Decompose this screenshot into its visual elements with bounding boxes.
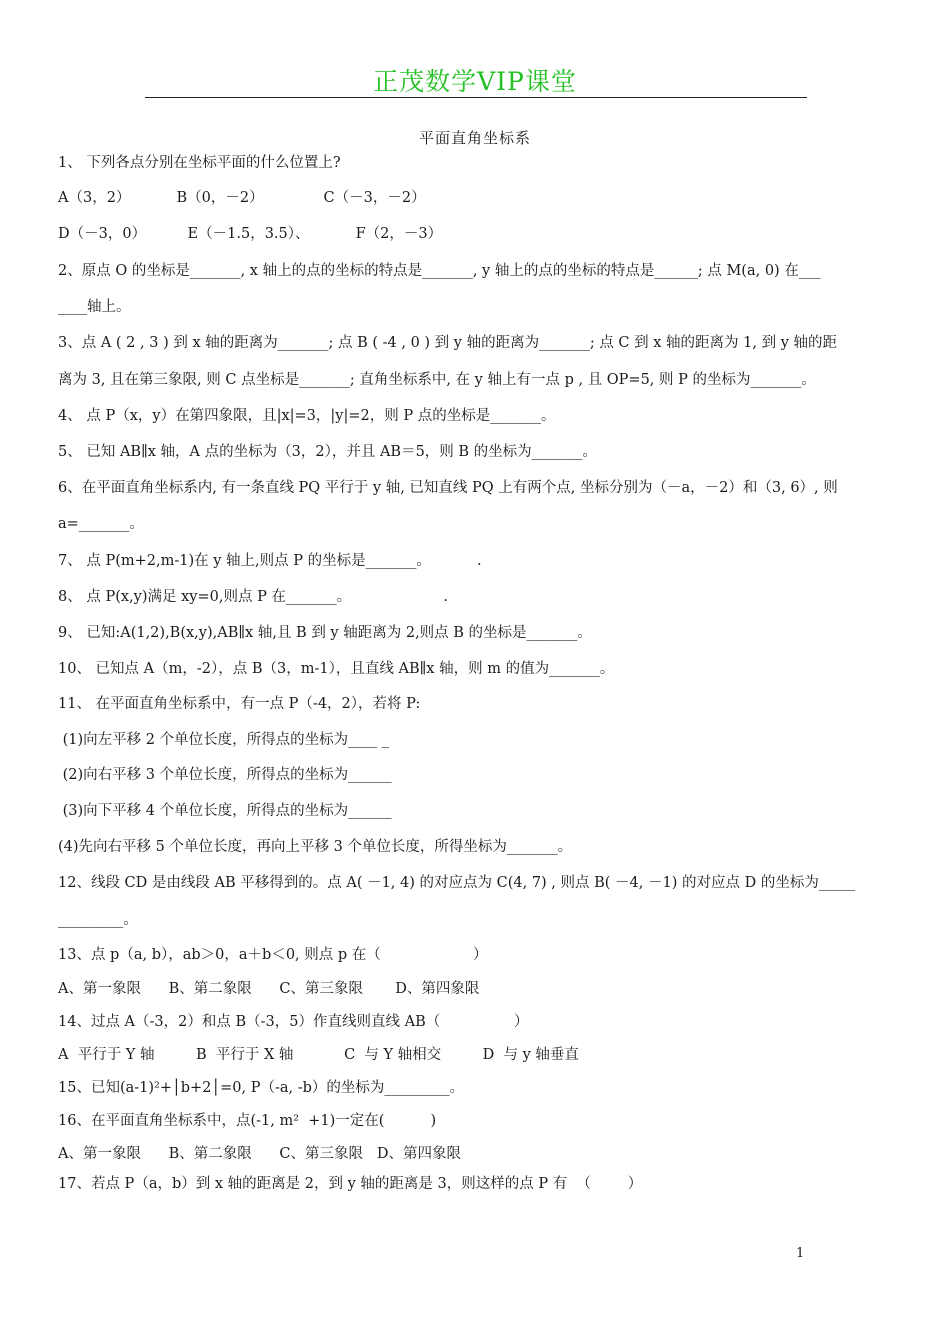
text-line: 12、线段 CD 是由线段 AB 平移得到的。点 A( －1, 4) 的对应点为 C(4, 7) , 则点 B( －4, －1) 的对应点 D 的坐标为_____ — [58, 875, 856, 891]
text-line: 5、 已知 AB∥x 轴，A 点的坐标为（3，2），并且 AB＝5，则 B 的坐标为_______。 — [58, 444, 597, 460]
text-line: 离为 3, 且在第三象限, 则 C 点坐标是_______; 直角坐标系中, 在 y 轴上有一点 p , 且 OP=5, 则 P 的坐标为_______。 — [58, 372, 816, 388]
text-line: 15、已知(a-1)²+│b+2│=0, P（-a, -b）的坐标为_________。 — [58, 1080, 465, 1096]
text-line: 8、 点 P(x,y)满足 xy=0,则点 P 在_______。 . — [58, 589, 448, 605]
text-line: A、第一象限 B、第二象限 C、第三象限 D、第四象限 — [58, 1146, 461, 1162]
text-line: A 平行于 Y 轴 B 平行于 X 轴 C 与 Y 轴相交 D 与 y 轴垂直 — [58, 1047, 579, 1063]
text-line: 16、在平面直角坐标系中，点(-1, m² +1)一定在( ) — [58, 1113, 437, 1129]
page-title: 平面直角坐标系 — [418, 129, 531, 147]
text-line: 14、过点 A（-3，2）和点 B（-3，5）作直线则直线 AB（ ） — [58, 1014, 529, 1030]
text-line: 9、 已知:A(1,2),B(x,y),AB∥x 轴,且 B 到 y 轴距离为 2,则点 B 的坐标是_______。 — [58, 625, 592, 641]
text-line: (2)向右平移 3 个单位长度，所得点的坐标为______ — [58, 767, 392, 783]
text-line: 13、点 p（a, b），ab＞0，a＋b＜0, 则点 p 在（ ） — [58, 947, 488, 963]
text-line: (1)向左平移 2 个单位长度，所得点的坐标为____ _ — [58, 732, 389, 748]
header-rule — [145, 97, 807, 98]
page-number: 1 — [796, 1246, 805, 1261]
text-line: 17、若点 P（a，b）到 x 轴的距离是 2，到 y 轴的距离是 3，则这样的点 P 有 （ ） — [58, 1176, 643, 1192]
text-line: A（3，2） B（0，－2） C（－3，－2） — [58, 190, 426, 206]
text-line: ____轴上。 — [58, 299, 131, 315]
text-line: 2、原点 O 的坐标是_______, x 轴上的点的坐标的特点是_______, y 轴上的点的坐标的特点是______; 点 M(a, 0) 在___ — [58, 263, 821, 279]
text-line: (3)向下平移 4 个单位长度，所得点的坐标为______ — [58, 803, 392, 819]
text-line: 7、 点 P(m+2,m-1)在 y 轴上,则点 P 的坐标是_______。 . — [58, 553, 482, 569]
brand-header: 正茂数学VIP课堂 — [373, 67, 577, 96]
text-line: 10、 已知点 A（m，-2），点 B（3，m-1），且直线 AB∥x 轴，则 m 的值为_______。 — [58, 661, 615, 677]
text-line: 11、 在平面直角坐标系中，有一点 P（-4，2），若将 P: — [58, 696, 421, 712]
text-line: 6、在平面直角坐标系内, 有一条直线 PQ 平行于 y 轴, 已知直线 PQ 上有两个点, 坐标分别为（－a，－2）和（3, 6）, 则 — [58, 480, 838, 496]
text-line: D（－3，0） E（－1.5，3.5）、 F（2，－3） — [58, 226, 443, 242]
text-line: 4、 点 P（x，y）在第四象限，且|x|=3，|y|=2，则 P 点的坐标是_______。 — [58, 408, 556, 424]
text-line: 1、 下列各点分别在坐标平面的什么位置上? — [58, 155, 341, 171]
text-line: 3、点 A ( 2 , 3 ) 到 x 轴的距离为_______; 点 B ( -4 , 0 ) 到 y 轴的距离为_______; 点 C 到 x 轴的距离为 1, 到 y 轴的距 — [58, 335, 837, 351]
text-line: a=_______。 — [58, 516, 145, 532]
text-line: _________。 — [58, 912, 138, 928]
text-line: A、第一象限 B、第二象限 C、第三象限 D、第四象限 — [58, 981, 480, 997]
text-line: (4)先向右平移 5 个单位长度，再向上平移 3 个单位长度，所得坐标为_______。 — [58, 839, 573, 855]
